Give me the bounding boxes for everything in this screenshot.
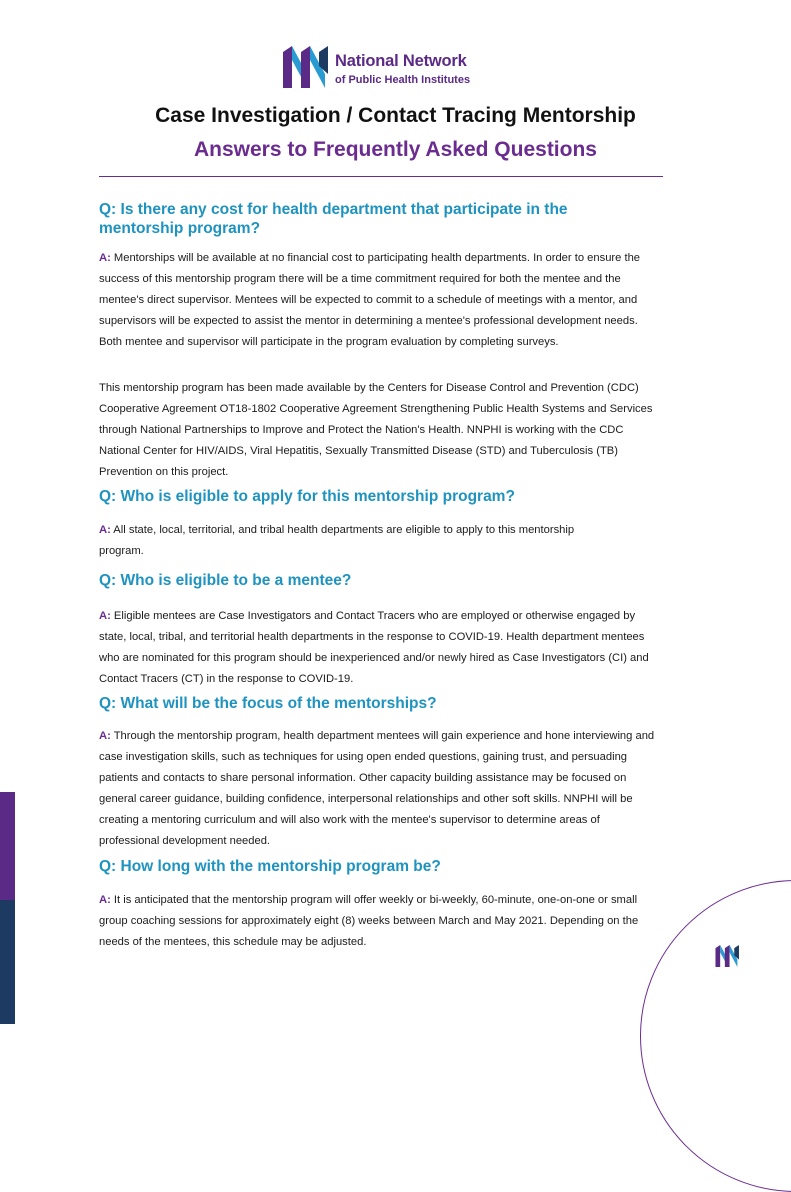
nnphi-small-logo-icon [714, 944, 742, 968]
faq-cost-funding-note: This mentorship program has been made available by the Centers for Disease Control and Prevention (CDC) Cooperative Agreement OT18-1802 Cooperative Agreement Strengthening Public Health Systems and Services through National Partnerships to Improve and Protect the Nation's Health. NNPHI is working with the CDC National Center for HIV/AIDS, Viral Hepatitis, Sexually Transmitted Disease (STD) and Tuberculosis (TB) Prevention on this project. [99, 382, 653, 478]
faq-question-focus: Q: What will be the focus of the mentorships? [99, 695, 437, 712]
faq-answer-duration [99, 890, 659, 953]
page-title: Case Investigation / Contact Tracing Mentorship [155, 104, 636, 127]
answer-label: A: [99, 894, 111, 906]
answer-text: Through the mentorship program, health department mentees will gain experience and hone interviewing and case investigation skills, such as techniques for using open ended questions, gaining trust, and persuading patients and contacts to share personal information. Other capacity building assistance may be focused on general career guidance, building confidence, interpersonal relationships and other soft skills. NNPHI will be creating a mentoring curriculum and will also work with the mentee's supervisor to determine areas of professional development needed. [99, 730, 655, 847]
logo-subname: of Public Health Institutes [335, 74, 471, 86]
page-subtitle: Answers to Frequently Asked Questions [194, 138, 597, 161]
faq-question-cost: Q: Is there any cost for health department that participate in the mentorship program? [99, 201, 568, 237]
title-divider [99, 176, 663, 177]
faq-answer-mentee [99, 606, 659, 690]
side-accent-purple [0, 792, 15, 900]
answer-text: All state, local, territorial, and tribal health departments are eligible to apply to this mentorship program. [99, 524, 575, 557]
faq-question-mentee: Q: Who is eligible to be a mentee? [99, 572, 352, 589]
faq-answer-focus [99, 726, 659, 852]
faq-question-eligible-apply: Q: Who is eligible to apply for this mentorship program? [99, 488, 515, 505]
side-accent-navy [0, 900, 15, 1024]
decorative-arc [640, 880, 791, 1192]
logo-name: National Network [335, 52, 467, 70]
faq-answer-cost [99, 248, 659, 353]
faq-answer-eligible-apply [99, 520, 599, 562]
answer-text: Eligible mentees are Case Investigators and Contact Tracers who are employed or otherwise engaged by state, local, tribal, and territorial health departments in the response to COVID-19. Health department mentees who are nominated for this program should be inexperienced and/or newly hired as Case Investigators (CI) and Contact Tracers (CT) in the response to COVID-19. [99, 610, 649, 685]
nnphi-logo [283, 44, 493, 92]
answer-text: It is anticipated that the mentorship program will offer weekly or bi-weekly, 60-minute, one-on-one or small group coaching sessions for approximately eight (8) weeks between March and May 2021. Depending on the needs of the mentees, this schedule may be adjusted. [99, 894, 639, 948]
answer-label: A: [99, 252, 111, 264]
nnphi-logo-mark-icon [283, 44, 331, 90]
answer-label: A: [99, 610, 111, 622]
answer-label: A: [99, 524, 111, 536]
answer-text: Mentorships will be available at no financial cost to participating health departments. In order to ensure the success of this mentorship program there will be a time commitment required for both the mentee and the mentee's direct supervisor. Mentees will be expected to commit to a schedule of meetings with a mentor, and supervisors will be expected to assist the mentor in determining a mentee's professional development needs. Both mentee and supervisor will participate in the program evaluation by completing surveys. [99, 252, 641, 348]
answer-label: A: [99, 730, 111, 742]
faq-question-duration: Q: How long with the mentorship program be? [99, 858, 441, 875]
